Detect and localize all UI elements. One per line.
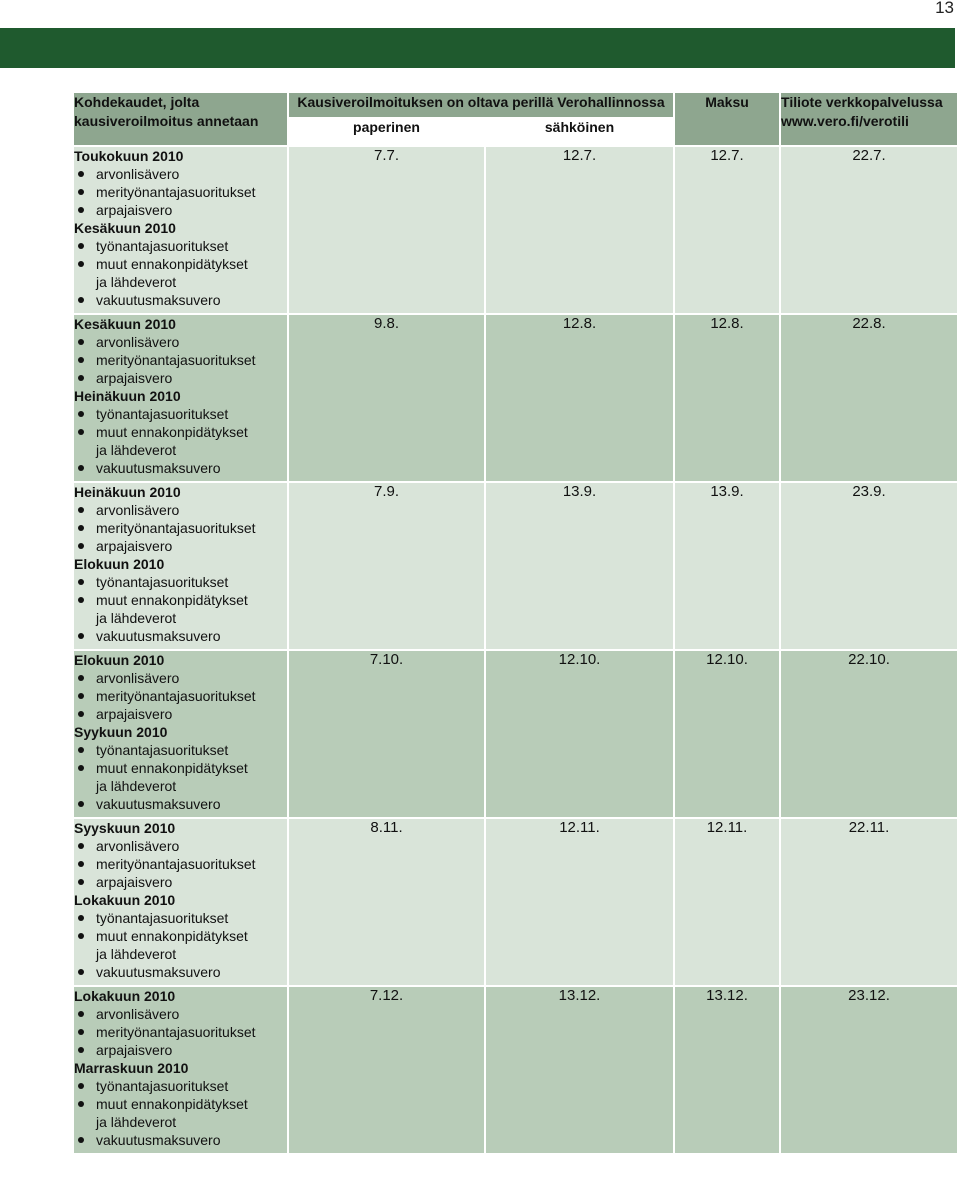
table-row <box>73 986 958 1154</box>
period-cell <box>73 314 288 482</box>
list-item: vakuutusmaksuvero <box>74 963 287 981</box>
period-column-header: Kohdekaudet, jolta kausiveroilmoitus annetaan <box>73 92 288 146</box>
list-item-continuation: ja lähdeverot <box>96 610 177 626</box>
table-row <box>73 146 958 314</box>
list-item: vakuutusmaksuvero <box>74 627 287 645</box>
paper-subheader: paperinen <box>288 118 485 146</box>
list-item: arvonlisävero <box>74 165 287 183</box>
list-item: merityönantajasuoritukset <box>74 183 287 201</box>
statement-date: 23.9. <box>780 482 958 650</box>
list-item: muut ennakonpidätykset <box>74 1095 287 1113</box>
period-cell <box>73 482 288 650</box>
electronic-subheader: sähköinen <box>485 118 674 146</box>
month-b-label: Marraskuun 2010 <box>74 1060 189 1076</box>
month-b-label: Lokakuun 2010 <box>74 892 176 908</box>
table-row <box>73 818 958 986</box>
filing-schedule-table <box>72 91 959 1155</box>
table-row <box>73 482 958 650</box>
electronic-deadline: 13.9. <box>485 482 674 650</box>
month-b-label: Syykuun 2010 <box>74 724 168 740</box>
electronic-deadline: 13.12. <box>485 986 674 1154</box>
list-item-continuation: ja lähdeverot <box>96 274 177 290</box>
list-item: työnantajasuoritukset <box>74 741 287 759</box>
list-item: arvonlisävero <box>74 669 287 687</box>
period-cell <box>73 650 288 818</box>
electronic-deadline: 12.7. <box>485 146 674 314</box>
payment-deadline: 12.8. <box>674 314 780 482</box>
list-item: muut ennakonpidätykset <box>74 423 287 441</box>
month-a-label: Heinäkuun 2010 <box>74 484 181 500</box>
list-item: työnantajasuoritukset <box>74 573 287 591</box>
list-item-continuation: ja lähdeverot <box>96 442 177 458</box>
electronic-deadline: 12.8. <box>485 314 674 482</box>
paper-deadline: 7.12. <box>288 986 485 1154</box>
statement-date: 22.10. <box>780 650 958 818</box>
period-cell <box>73 146 288 314</box>
list-item: merityönantajasuoritukset <box>74 687 287 705</box>
list-item: muut ennakonpidätykset <box>74 591 287 609</box>
payment-column-header: Maksu <box>674 92 780 146</box>
schedule-table-wrapper <box>72 91 957 1155</box>
list-item: vakuutusmaksuvero <box>74 1131 287 1149</box>
list-item: merityönantajasuoritukset <box>74 1023 287 1041</box>
paper-deadline: 7.7. <box>288 146 485 314</box>
list-item: arvonlisävero <box>74 501 287 519</box>
list-item: työnantajasuoritukset <box>74 1077 287 1095</box>
month-a-label: Syyskuun 2010 <box>74 820 176 836</box>
list-item: työnantajasuoritukset <box>74 909 287 927</box>
statement-date: 22.7. <box>780 146 958 314</box>
list-item: arpajaisvero <box>74 201 287 219</box>
list-item: työnantajasuoritukset <box>74 405 287 423</box>
month-b-label: Heinäkuun 2010 <box>74 388 181 404</box>
list-item: arpajaisvero <box>74 873 287 891</box>
electronic-deadline: 12.11. <box>485 818 674 986</box>
period-cell <box>73 818 288 986</box>
list-item: vakuutusmaksuvero <box>74 291 287 309</box>
electronic-deadline: 12.10. <box>485 650 674 818</box>
header-band <box>0 28 955 68</box>
list-item: muut ennakonpidätykset <box>74 759 287 777</box>
payment-deadline: 12.10. <box>674 650 780 818</box>
list-item: muut ennakonpidätykset <box>74 255 287 273</box>
table-row <box>73 314 958 482</box>
payment-deadline: 13.9. <box>674 482 780 650</box>
list-item: merityönantajasuoritukset <box>74 351 287 369</box>
paper-deadline: 8.11. <box>288 818 485 986</box>
list-item-continuation: ja lähdeverot <box>96 778 177 794</box>
list-item: merityönantajasuoritukset <box>74 519 287 537</box>
paper-deadline: 7.9. <box>288 482 485 650</box>
statement-date: 22.8. <box>780 314 958 482</box>
paper-deadline: 7.10. <box>288 650 485 818</box>
statement-column-header: Tiliote verkkopalvelussa www.vero.fi/verotili <box>780 92 958 146</box>
month-a-label: Toukokuun 2010 <box>74 148 184 164</box>
list-item: vakuutusmaksuvero <box>74 459 287 477</box>
list-item: arpajaisvero <box>74 1041 287 1059</box>
list-item: muut ennakonpidätykset <box>74 927 287 945</box>
month-a-label: Elokuun 2010 <box>74 652 165 668</box>
month-b-label: Elokuun 2010 <box>74 556 165 572</box>
list-item-continuation: ja lähdeverot <box>96 946 177 962</box>
list-item-continuation: ja lähdeverot <box>96 1114 177 1130</box>
filing-deadline-header: Kausiveroilmoituksen on oltava perillä Verohallinnossa <box>288 92 674 118</box>
month-b-label: Kesäkuun 2010 <box>74 220 176 236</box>
payment-deadline: 12.7. <box>674 146 780 314</box>
payment-deadline: 12.11. <box>674 818 780 986</box>
schedule-rows <box>73 146 958 1154</box>
month-a-label: Lokakuun 2010 <box>74 988 176 1004</box>
list-item: arvonlisävero <box>74 837 287 855</box>
paper-deadline: 9.8. <box>288 314 485 482</box>
list-item: vakuutusmaksuvero <box>74 795 287 813</box>
month-a-label: Kesäkuun 2010 <box>74 316 176 332</box>
list-item: työnantajasuoritukset <box>74 237 287 255</box>
list-item: arpajaisvero <box>74 369 287 387</box>
statement-date: 23.12. <box>780 986 958 1154</box>
list-item: merityönantajasuoritukset <box>74 855 287 873</box>
list-item: arvonlisävero <box>74 333 287 351</box>
table-row <box>73 650 958 818</box>
period-cell <box>73 986 288 1154</box>
payment-deadline: 13.12. <box>674 986 780 1154</box>
list-item: arpajaisvero <box>74 705 287 723</box>
page-number: 13 <box>935 0 954 17</box>
statement-date: 22.11. <box>780 818 958 986</box>
list-item: arpajaisvero <box>74 537 287 555</box>
list-item: arvonlisävero <box>74 1005 287 1023</box>
